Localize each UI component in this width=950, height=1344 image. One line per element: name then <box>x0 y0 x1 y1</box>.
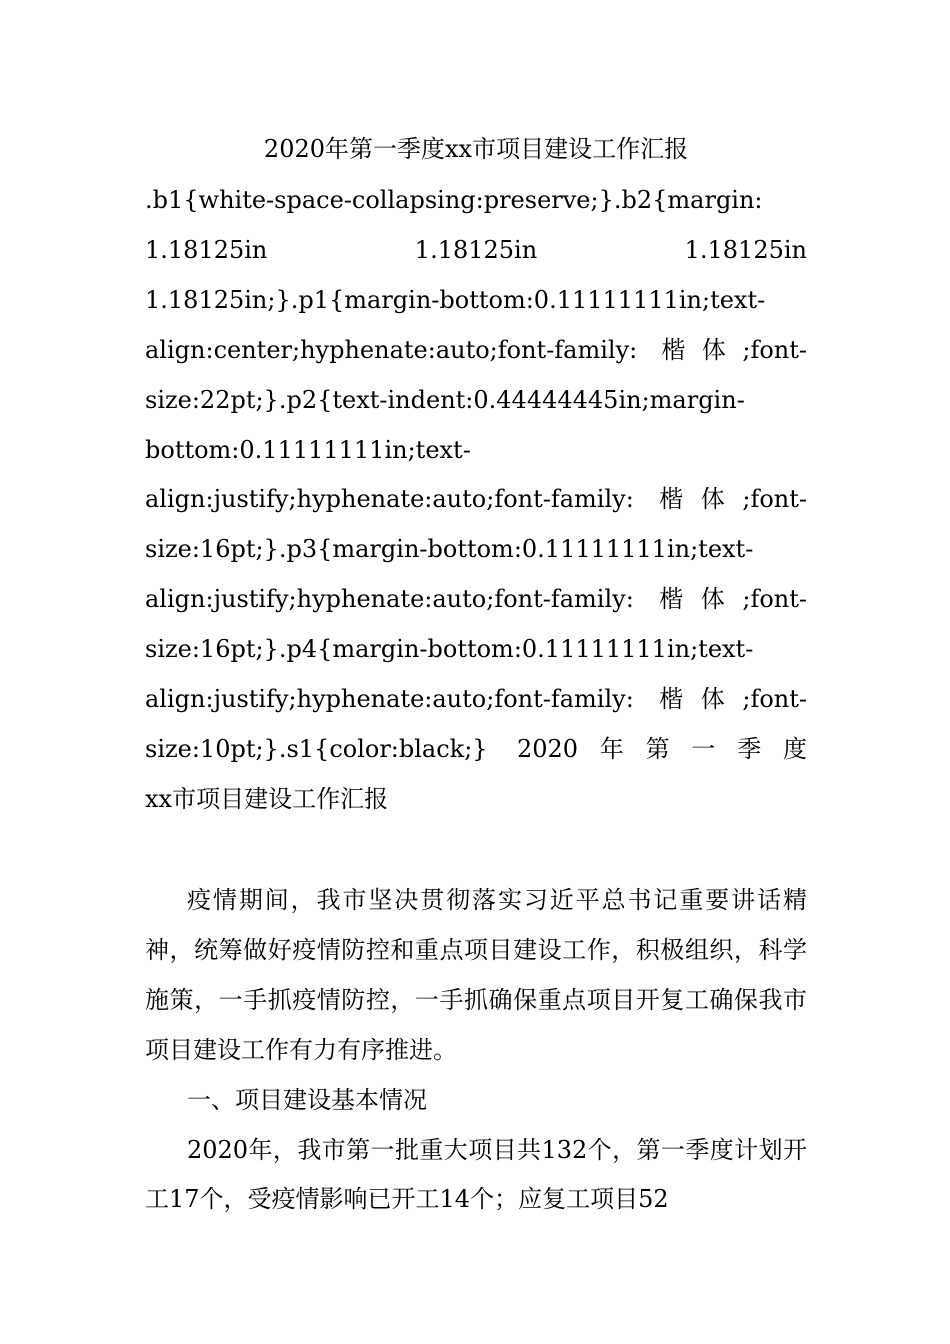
css-dump-line: align:justify;hyphenate:auto;font-family: 楷体;font- <box>145 485 807 514</box>
document-page <box>145 122 807 1225</box>
css-dump-line: align:justify;hyphenate:auto;font-family: 楷体;font- <box>145 685 807 714</box>
css-dump-line: 1.18125in;}.p1{margin-bottom:0.11111111in;text- <box>145 285 766 314</box>
css-dump-line: size:10pt;}.s1{color:black;} 2020年第一季度 <box>145 734 807 763</box>
css-dump-text <box>145 176 807 824</box>
css-dump-line: 1.18125in 1.18125in 1.18125in <box>145 235 807 264</box>
section-heading: 一、项目建设基本情况 <box>187 1085 427 1114</box>
css-dump-line: bottom:0.11111111in;text- <box>145 435 471 464</box>
css-dump-line: xx市项目建设工作汇报 <box>145 784 389 813</box>
intro-paragraph: 疫情期间，我市坚决贯彻落实习近平总书记重要讲话精神，统筹做好疫情防控和重点项目建设工作，积极组织，科学施策，一手抓疫情防控，一手抓确保重点项目开复工确保我市项目建设工作有力有序推进。 <box>145 886 807 1064</box>
css-dump-line: align:center;hyphenate:auto;font-family: 楷体;font- <box>145 335 807 364</box>
css-dump-line: size:22pt;}.p2{text-indent:0.44444445in;margin- <box>145 385 745 414</box>
css-dump-line: align:justify;hyphenate:auto;font-family: 楷体;font- <box>145 585 807 614</box>
css-dump-line: size:16pt;}.p4{margin-bottom:0.11111111in;text- <box>145 635 754 664</box>
section-paragraph: 2020年，我市第一批重大项目共132个，第一季度计划开工17个，受疫情影响已开工14个；应复工项目52 <box>145 1135 807 1214</box>
css-dump-line: size:16pt;}.p3{margin-bottom:0.11111111in;text- <box>145 535 754 564</box>
blank-spacer <box>145 824 807 876</box>
css-dump-line: .b1{white-space-collapsing:preserve;}.b2{margin: <box>145 186 763 214</box>
document-title: 2020年第一季度xx市项目建设工作汇报 <box>263 135 689 163</box>
